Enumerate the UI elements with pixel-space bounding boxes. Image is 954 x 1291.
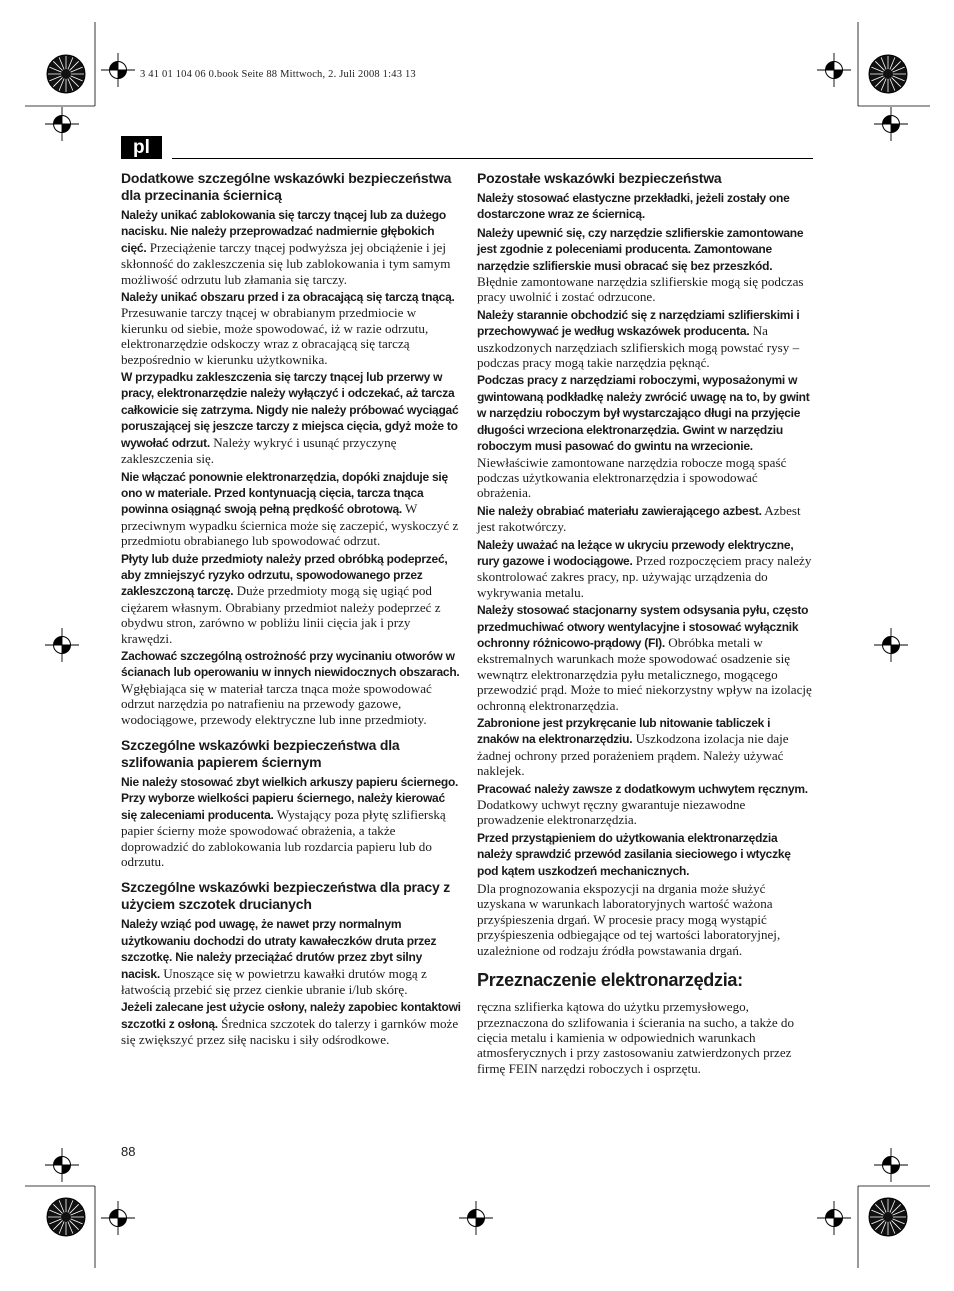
paragraph: ręczna szlifierka kątowa do użytku przemysłowego, przeznaczona do szlifowania i ścierania na sucho, a także do cięcia metalu i kamienia w odpowiednich warunkach atmosferycznych i przy zastosowaniu zatwierdzonych przez firmę FEIN narzędzi roboczych i osprzętu. [477,999,795,1076]
paragraph: Zachować szczególną ostrożność przy wycinaniu otworów w ścianach lub operowaniu w innych niewidocznych obszarach. Wgłębiająca się w materiał tarcza tnąca może spowodować odrzut narzędzia po natrafieniu na przewody gazowe, wodociągowe, przewody elektryczne lub inne przedmioty. [121,648,460,727]
paragraph: Dla prognozowania ekspozycji na drgania może służyć uzyskana w warunkach laboratoryjnych wartość ważona przyśpieszenia drgań. W procesie pracy mogą wystąpić przyśpieszenia odbiegające od tej wartości laboratoryjnej, uzależnione od rodzaju źródła powstawania drgań. [477,881,781,958]
paragraph: Należy unikać obszaru przed i za obracającą się tarczą tnącą. Przesuwanie tarczy tnącej w obrabianym przedmiocie w kierunku od siebie, może spowodować, iż w razie odrzutu, elektronarzędzie odskoczy wraz z obracającą się tarczą bezpośrednio w kierunku użytkownika. [121,290,455,367]
section-title-other-safety: Pozostałe wskazówki bezpieczeństwa [477,170,722,186]
book-info-line: 3 41 01 104 06 0.book Seite 88 Mittwoch, 2. Juli 2008 1:43 13 [140,69,416,80]
paragraph: W przypadku zakleszczenia się tarczy tnącej lub przerwy w pracy, elektronarzędzie należy wyłączyć i odczekać, aż tarcza całkowicie się zatrzyma. Nigdy nie należy próbować wyciągać poruszającej się jeszcze tarczy z miejsca cięcia, gdyż może to wywołać odrzut. Należy wykryć i usunąć przyczynę zakleszczenia się. [121,370,459,467]
paragraph: Należy unikać zablokowania się tarczy tnącej lub za dużego nacisku. Nie należy przeprowadzać nadmiernie głębokich cięć. Przeciążenie tarczy tnącej podwyższa jej obciążenie i jej skłonność do zakleszczenia się lub zablokowania i tym samym możliwość odrzutu lub złamania się tarczy. [121,208,451,287]
section-title-cutting: Dodatkowe szczególne wskazówki bezpieczeństwa dla przecinania ściernicą [121,170,452,203]
paragraph: Pracować należy zawsze z dodatkowym uchwytem ręcznym. Dodatkowy uchwyt ręczny gwarantuje niezawodne prowadzenie elektronarzędzia. [477,781,808,828]
section-title-sanding: Szczególne wskazówki bezpieczeństwa dla szlifowania papierem ściernym [121,737,400,770]
header-rule [172,158,813,159]
paragraph: Należy stosować elastyczne przekładki, jeżeli zostały one dostarczone wraz ze ściernicą. [477,191,790,222]
section-title-intended-use: Przeznaczenie elektronarzędzia: [477,970,743,991]
paragraph: Należy wziąć pod uwagę, że nawet przy normalnym użytkowaniu dochodzi do utraty kawałeczków druta przez szczotkę. Nie należy przeciążać drutów przez zbyt silny nacisk. Unoszące się w powietrzu kawałki drutów mogą z łatwością przebić się przez cienkie ubranie i/lub skórę. [121,917,437,998]
paragraph: Należy uważać na leżące w ukryciu przewody elektryczne, rury gazowe i wodociągowe. Przed rozpoczęciem pracy należy skontrolować zakres pracy, np. używając urządzenia do wykrywania metalu. [477,537,812,600]
paragraph: Jeżeli zalecane jest użycie osłony, należy zapobiec kontaktowi szczotki z osłoną. Średnica szczotek do talerzy i garnków może się zwiększyć przez siłę nacisku i siły odśrodkowe. [121,1000,461,1048]
paragraph: Nie włączać ponownie elektronarzędzia, dopóki znajduje się ono w materiale. Przed kontynuacją cięcia, tarcza tnąca powinna osiągnąć swoją pełną prędkość obrotową. W przeciwnym wypadku ściernica może się zaczepić, wyskoczyć z przedmiotu obrabianego lub spowodować odrzut. [121,469,459,549]
paragraph: Przed przystąpieniem do użytkowania elektronarzędzia należy sprawdzić przewód zasilania sieciowego i wtyczkę pod kątem uszkodzeń mechanicznych. [477,830,791,878]
paragraph: Płyty lub duże przedmioty należy przed obróbką podeprzeć, aby zmniejszyć ryzyko odrzutu, spowodowanego przez zakleszczoną tarczę. Duże przedmioty mogą się ugiąć pod ciężarem własnym. Obrabiany przedmiot należy podeprzeć z obydwu stron, zarówno w pobliżu linii cięcia jak i przy krawędzi. [121,551,448,646]
right-column [477,170,813,1078]
paragraph: Nie należy stosować zbyt wielkich arkuszy papieru ściernego. Przy wyborze wielkości papieru ściernego, należy kierować się zaleceniami producenta. Wystający poza płytę szlifierską papier ścierny może spowodować obrażenia, a także doprowadzić do zablokowania lub rozdarcia papieru lub do odrzutu. [121,775,459,870]
paragraph: Nie należy obrabiać materiału zawierającego azbest. Azbest jest rakotwórczy. [477,502,801,535]
page-number: 88 [121,1144,136,1159]
language-badge: pl [121,136,162,159]
paragraph: Zabronione jest przykręcanie lub nitowanie tabliczek i znaków na elektronarzędziu. Uszkodzona izolacja nie daje żadnej ochrony przed porażeniem prądem. Należy używać naklejek. [477,716,789,779]
left-column [121,170,461,1050]
paragraph: Należy stosować stacjonarny system odsysania pyłu, często przedmuchiwać otwory wentylacyjne i stosować wyłącznik ochronny różnicowo-prądowy (FI). Obróbka metali w ekstremalnych warunkach może spowodować osadzenie się wewnątrz elektronarzędzia pyłu metalicznego, mogącego przewodzić prąd. Może to mieć niekorzystny wpływ na izolację ochronną elektronarzędzia. [477,603,812,713]
paragraph: Podczas pracy z narzędziami roboczymi, wyposażonymi w gwintowaną podkładkę należy zwrócić uwagę na to, by gwint w narzędziu roboczym był wystarczająco długi na przyjęcie długości wrzeciona elektronarzędzia. Gwint w narzędziu roboczym musi pasować do gwintu na wrzecionie. Niewłaściwie zamontowane narzędzia robocze mogą spaść podczas użytkowania elektronarzędzia i spowodować obrażenia. [477,373,810,501]
paragraph: Należy upewnić się, czy narzędzie szlifierskie zamontowane jest zgodnie z poleceniami producenta. Zamontowane narzędzie szlifierskie musi obracać się bez przeszkód. Błędnie zamontowane narzędzia szlifierskie mogą się podczas pracy uwolnić i zostać odrzucone. [477,225,804,305]
paragraph: Należy starannie obchodzić się z narzędziami szlifierskimi i przechowywać je według wskazówek producenta. Na uszkodzonych narzędziach szlifierskich mogą powstać rysy – podczas pracy mogą takie narzędzia pęknąć. [477,307,800,371]
section-title-wire-brushes: Szczególne wskazówki bezpieczeństwa dla pracy z użyciem szczotek drucianych [121,879,451,913]
